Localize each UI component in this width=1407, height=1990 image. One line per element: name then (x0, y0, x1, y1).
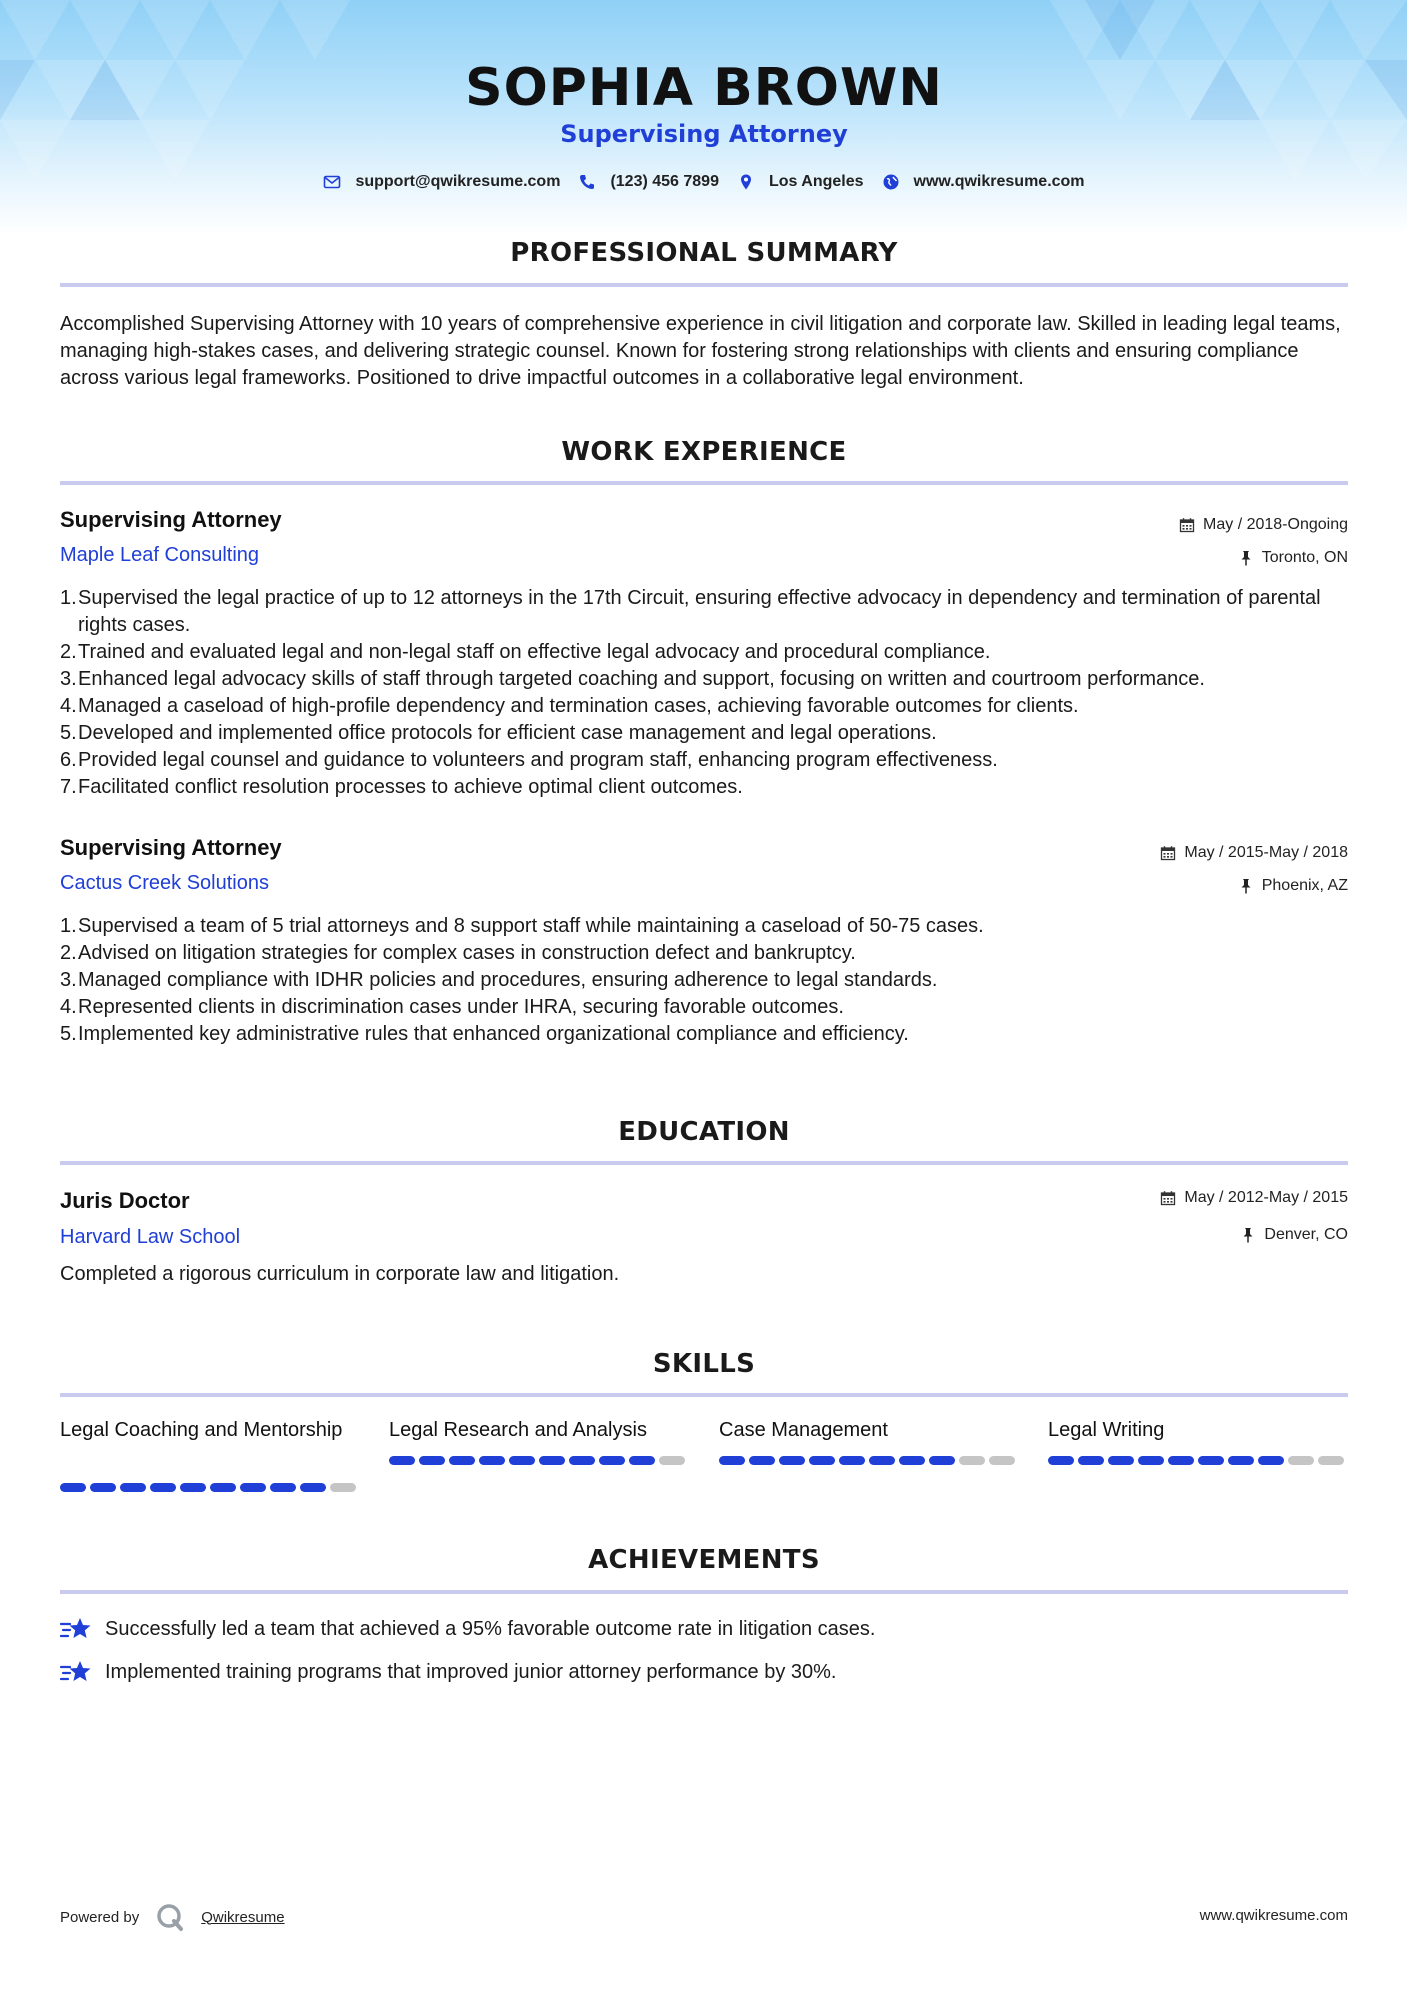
list-item: 1. Supervised a team of 5 trial attorneys and 8 support staff while maintaining a caseload of 50-75 cases. (60, 915, 984, 937)
skill-item (60, 1417, 360, 1444)
job-location (1238, 877, 1348, 895)
contact-email-text: support@qwikresume.com (355, 173, 561, 190)
contact-location-text: Los Angeles (768, 173, 864, 190)
achievements-divider (60, 1590, 1348, 1594)
achievement-text: Successfully led a team that achieved a 95% favorable outcome rate in litigation cases. (105, 1617, 876, 1640)
list-item: 1. Supervised the legal practice of up to 12 attorneys in the 17th Circuit, ensuring effective advocacy in dependency and termination of parental rights cases. (60, 587, 1321, 636)
list-item: 2. Advised on litigation strategies for complex cases in construction defect and bankruptcy. (60, 942, 856, 964)
skill-level-segment (959, 1456, 985, 1465)
skill-level-segment (1258, 1456, 1284, 1465)
skill-level-segment (989, 1456, 1015, 1465)
skill-level-bar (60, 1483, 356, 1492)
skill-item (1048, 1417, 1348, 1444)
contact-email[interactable] (323, 173, 560, 191)
job-dates (1179, 516, 1348, 534)
list-item: 3. Managed compliance with IDHR policies and procedures, ensuring adherence to legal standards. (60, 969, 938, 991)
list-item: 5. Implemented key administrative rules that enhanced organizational compliance and efficiency. (60, 1023, 909, 1045)
summary-heading: PROFESSIONAL SUMMARY (510, 238, 898, 268)
job-dates (1160, 844, 1348, 862)
skills-divider (60, 1393, 1348, 1397)
skill-level-segment (389, 1456, 415, 1465)
calendar-icon (1160, 1190, 1176, 1206)
skill-level-segment (240, 1483, 266, 1492)
education-description: Completed a rigorous curriculum in corporate law and litigation. (60, 1263, 620, 1285)
school-name: Harvard Law School (60, 1226, 241, 1248)
candidate-name: SOPHIA BROWN (465, 58, 943, 118)
achievement-item (60, 1615, 875, 1643)
experience-heading: WORK EXPERIENCE (561, 437, 847, 467)
pushpin-icon (1238, 878, 1254, 894)
calendar-icon (1179, 517, 1195, 533)
skill-level-segment (749, 1456, 775, 1465)
skill-level-segment (719, 1456, 745, 1465)
achievements-heading: ACHIEVEMENTS (588, 1545, 820, 1575)
skill-level-bar (719, 1456, 1015, 1465)
contact-website-text: www.qwikresume.com (913, 173, 1085, 190)
skill-level-segment (1078, 1456, 1104, 1465)
qwikresume-link[interactable]: Qwikresume (201, 1908, 285, 1926)
footer-url[interactable]: www.qwikresume.com (1199, 1907, 1348, 1924)
skill-level-segment (809, 1456, 835, 1465)
achievement-text: Implemented training programs that improved junior attorney performance by 30%. (105, 1660, 837, 1683)
list-item: 2. Trained and evaluated legal and non-legal staff on effective legal advocacy and procedural compliance. (60, 641, 991, 663)
job-title: Supervising Attorney (60, 507, 282, 532)
skill-level-segment (569, 1456, 595, 1465)
contact-website[interactable] (882, 173, 1085, 191)
phone-icon (578, 173, 596, 191)
skill-level-segment (1168, 1456, 1194, 1465)
skill-item (719, 1417, 1019, 1444)
job-dates-text: May / 2015-May / 2018 (1184, 844, 1348, 861)
education-dates-text: May / 2012-May / 2015 (1184, 1189, 1348, 1206)
skill-level-segment (539, 1456, 565, 1465)
skill-level-segment (1228, 1456, 1254, 1465)
pushpin-icon (1238, 550, 1254, 566)
skill-level-segment (60, 1483, 86, 1492)
company-name: Cactus Creek Solutions (60, 872, 269, 894)
map-pin-icon (737, 173, 755, 191)
skill-level-segment (300, 1483, 326, 1492)
skill-level-segment (330, 1483, 356, 1492)
skill-level-segment (839, 1456, 865, 1465)
skill-label: Legal Research and Analysis (389, 1419, 647, 1441)
skill-label: Legal Coaching and Mentorship (60, 1419, 343, 1441)
skill-item (389, 1417, 689, 1444)
skill-level-segment (869, 1456, 895, 1465)
star-icon (60, 1615, 92, 1643)
contact-location (737, 173, 864, 191)
list-item: 3. Enhanced legal advocacy skills of staff through targeted coaching and support, focusing on written and courtroom performance. (60, 668, 1205, 690)
skill-level-bar (1048, 1456, 1344, 1465)
powered-by-label: Powered by (60, 1908, 140, 1926)
degree-title: Juris Doctor (60, 1188, 190, 1213)
list-item: 4. Managed a caseload of high-profile dependency and termination cases, achieving favorable outcomes for clients. (60, 695, 1079, 717)
job-title: Supervising Attorney (60, 835, 282, 860)
skill-level-segment (90, 1483, 116, 1492)
education-divider (60, 1161, 1348, 1165)
contact-phone[interactable] (578, 173, 719, 191)
skill-level-segment (180, 1483, 206, 1492)
skill-level-segment (929, 1456, 955, 1465)
skill-level-segment (1318, 1456, 1344, 1465)
envelope-icon (323, 173, 341, 191)
list-item: 5. Developed and implemented office protocols for efficient case management and legal operations. (60, 722, 937, 744)
contact-phone-text: (123) 456 7899 (610, 173, 719, 190)
skills-heading: SKILLS (652, 1349, 756, 1379)
skill-level-segment (509, 1456, 535, 1465)
skill-level-segment (419, 1456, 445, 1465)
globe-icon (882, 173, 900, 191)
job-dates-text: May / 2018-Ongoing (1203, 516, 1348, 533)
pushpin-icon (1240, 1227, 1256, 1243)
skill-level-segment (150, 1483, 176, 1492)
skill-level-segment (779, 1456, 805, 1465)
skill-level-segment (1108, 1456, 1134, 1465)
skill-level-segment (449, 1456, 475, 1465)
job-location (1238, 549, 1348, 567)
list-item: 4. Represented clients in discrimination cases under IHRA, securing favorable outcomes. (60, 996, 844, 1018)
experience-divider (60, 481, 1348, 485)
skill-level-segment (479, 1456, 505, 1465)
skill-level-segment (599, 1456, 625, 1465)
company-name: Maple Leaf Consulting (60, 544, 260, 566)
skill-level-segment (1048, 1456, 1074, 1465)
skill-level-segment (1198, 1456, 1224, 1465)
contact-bar (60, 173, 1348, 191)
candidate-role: Supervising Attorney (560, 120, 848, 148)
skill-level-segment (120, 1483, 146, 1492)
skill-label: Case Management (719, 1419, 888, 1441)
education-location (1240, 1226, 1348, 1244)
skill-level-segment (899, 1456, 925, 1465)
job-bullet-list (60, 913, 1348, 1048)
qwikresume-logo-icon (155, 1902, 185, 1932)
footer-powered-by (60, 1902, 285, 1932)
skill-level-segment (210, 1483, 236, 1492)
list-item: 6. Provided legal counsel and guidance to volunteers and program staff, enhancing program effectiveness. (60, 749, 998, 771)
achievement-item (60, 1658, 836, 1686)
skill-level-segment (1288, 1456, 1314, 1465)
job-bullet-list (60, 585, 1348, 801)
skill-level-segment (659, 1456, 685, 1465)
job-location-text: Toronto, ON (1261, 549, 1348, 566)
skill-level-segment (270, 1483, 296, 1492)
skill-label: Legal Writing (1048, 1419, 1165, 1441)
education-heading: EDUCATION (618, 1117, 790, 1147)
summary-text: Accomplished Supervising Attorney with 10 years of comprehensive experience in civil litigation and corporate law. Skilled in leading legal teams, managing high-stakes cases, and delivering strategic counsel. Known for fostering strong relationships with clients and ensuring compliance across various legal frameworks. Positioned to drive impactful outcomes in a collaborative legal environment. (60, 313, 1341, 389)
summary-divider (60, 283, 1348, 287)
job-location-text: Phoenix, AZ (1261, 877, 1348, 894)
skill-level-segment (1138, 1456, 1164, 1465)
list-item: 7. Facilitated conflict resolution processes to achieve optimal client outcomes. (60, 776, 743, 798)
education-dates (1160, 1189, 1348, 1207)
star-icon (60, 1658, 92, 1686)
skill-level-segment (629, 1456, 655, 1465)
calendar-icon (1160, 845, 1176, 861)
skill-level-bar (389, 1456, 685, 1465)
education-location-text: Denver, CO (1264, 1226, 1348, 1243)
